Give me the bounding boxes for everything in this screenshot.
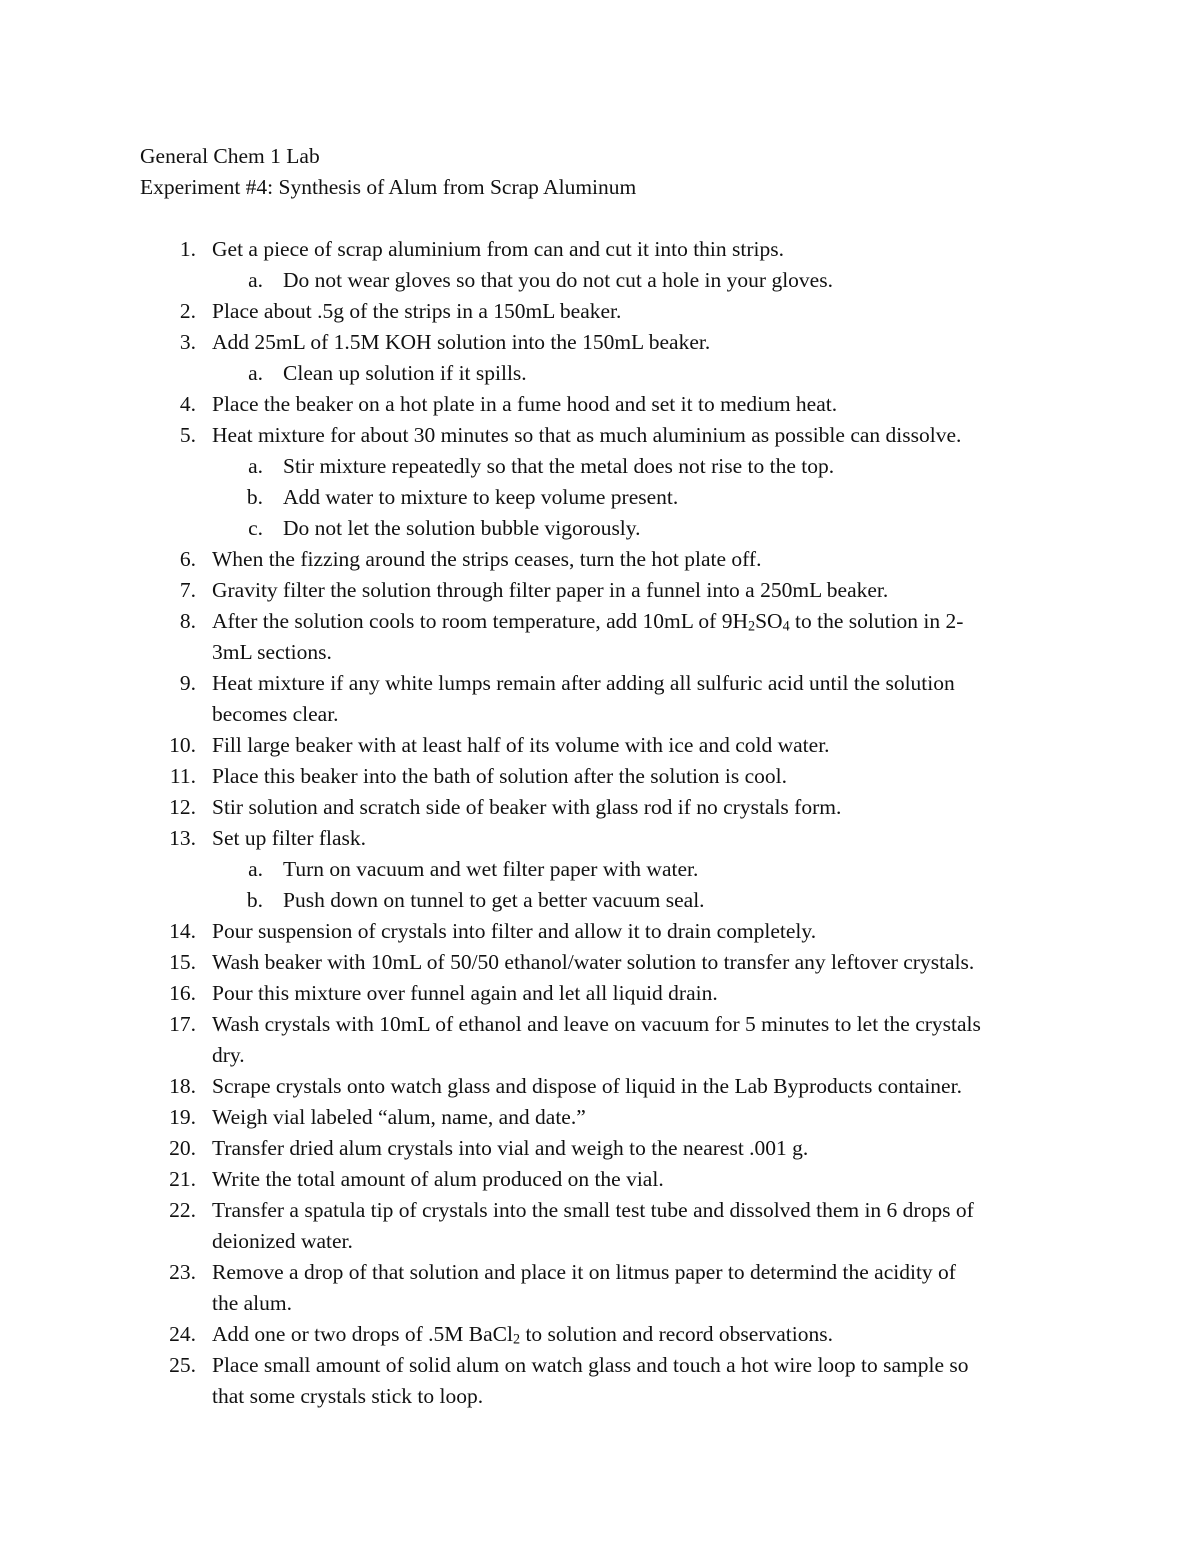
list-number: 22. bbox=[169, 1198, 196, 1222]
list-item bbox=[140, 823, 1060, 854]
list-item bbox=[140, 575, 1060, 606]
list-number: 21. bbox=[169, 1167, 196, 1191]
list-number: 14. bbox=[169, 919, 196, 943]
experiment-title: Experiment #4: Synthesis of Alum from Scrap Aluminum bbox=[140, 175, 637, 199]
list-text: Wash crystals with 10mL of ethanol and leave on vacuum for 5 minutes to let the crystals bbox=[212, 1012, 981, 1036]
list-number: 20. bbox=[169, 1136, 196, 1160]
list-number: b. bbox=[246, 888, 263, 912]
list-number: 1. bbox=[179, 237, 196, 261]
list-text: Turn on vacuum and wet filter paper with water. bbox=[283, 857, 699, 881]
list-number: 15. bbox=[169, 950, 196, 974]
list-text: Clean up solution if it spills. bbox=[283, 361, 527, 385]
list-item bbox=[140, 916, 1060, 947]
list-text: Wash beaker with 10mL of 50/50 ethanol/water solution to transfer any leftover crystals. bbox=[212, 950, 975, 974]
list-number: 25. bbox=[169, 1353, 196, 1377]
list-text: Pour suspension of crystals into filter and allow it to drain completely. bbox=[212, 919, 817, 943]
list-item bbox=[140, 761, 1060, 792]
list-number: 8. bbox=[179, 609, 196, 633]
list-item bbox=[140, 947, 1060, 978]
sub-step bbox=[140, 358, 1060, 389]
list-number: 5. bbox=[179, 423, 196, 447]
list-text: becomes clear. bbox=[212, 702, 339, 726]
list-number: 2. bbox=[179, 299, 196, 323]
list-number: a. bbox=[248, 454, 263, 478]
sub-step bbox=[140, 451, 1060, 482]
list-text: Set up filter flask. bbox=[212, 826, 367, 850]
list-item bbox=[140, 1319, 1060, 1350]
list-item bbox=[140, 730, 1060, 761]
list-text: Weigh vial labeled “alum, name, and date.” bbox=[212, 1105, 586, 1129]
list-text bbox=[212, 606, 963, 637]
list-text: dry. bbox=[212, 1043, 245, 1067]
list-text: Stir solution and scratch side of beaker with glass rod if no crystals form. bbox=[212, 795, 842, 819]
list-item bbox=[140, 1071, 1060, 1102]
list-number: 11. bbox=[169, 764, 196, 788]
course-title: General Chem 1 Lab bbox=[140, 144, 320, 168]
list-item-continuation bbox=[140, 1040, 1060, 1071]
list-item bbox=[140, 1257, 1060, 1288]
list-text: When the fizzing around the strips ceases, turn the hot plate off. bbox=[212, 547, 762, 571]
list-item-continuation bbox=[140, 1226, 1060, 1257]
list-item bbox=[140, 296, 1060, 327]
list-text: Stir mixture repeatedly so that the metal does not rise to the top. bbox=[283, 454, 835, 478]
list-item bbox=[140, 327, 1060, 358]
list-item bbox=[140, 978, 1060, 1009]
list-text: Write the total amount of alum produced on the vial. bbox=[212, 1167, 664, 1191]
list-item bbox=[140, 606, 1060, 637]
list-text: the alum. bbox=[212, 1291, 293, 1315]
list-item bbox=[140, 792, 1060, 823]
list-text: Transfer dried alum crystals into vial and weigh to the nearest .001 g. bbox=[212, 1136, 809, 1160]
list-number: 10. bbox=[169, 733, 196, 757]
list-text: Transfer a spatula tip of crystals into the small test tube and dissolved them in 6 drops of bbox=[212, 1198, 974, 1222]
list-item bbox=[140, 1133, 1060, 1164]
list-text: Scrape crystals onto watch glass and dispose of liquid in the Lab Byproducts container. bbox=[212, 1074, 962, 1098]
list-number: 18. bbox=[169, 1074, 196, 1098]
list-item bbox=[140, 1195, 1060, 1226]
list-text bbox=[212, 1319, 833, 1350]
list-item-continuation bbox=[140, 1381, 1060, 1412]
list-text: that some crystals stick to loop. bbox=[212, 1384, 484, 1408]
list-number: 19. bbox=[169, 1105, 196, 1129]
subscript: 2 bbox=[512, 1331, 521, 1348]
list-text: Remove a drop of that solution and place it on litmus paper to determind the acidity of bbox=[212, 1260, 956, 1284]
list-number: 13. bbox=[169, 826, 196, 850]
text-run: SO bbox=[755, 609, 783, 633]
list-text: Place about .5g of the strips in a 150mL beaker. bbox=[212, 299, 622, 323]
list-text: Gravity filter the solution through filter paper in a funnel into a 250mL beaker. bbox=[212, 578, 889, 602]
subscript: 4 bbox=[782, 618, 790, 635]
sub-step bbox=[140, 482, 1060, 513]
list-text: Fill large beaker with at least half of its volume with ice and cold water. bbox=[212, 733, 830, 757]
list-text: Pour this mixture over funnel again and let all liquid drain. bbox=[212, 981, 718, 1005]
list-number: c. bbox=[248, 516, 263, 540]
procedure-list bbox=[140, 234, 1060, 1412]
text-run: After the solution cools to room temperature, add 10mL of 9H bbox=[212, 609, 748, 633]
list-item bbox=[140, 420, 1060, 451]
list-item bbox=[140, 1164, 1060, 1195]
list-item bbox=[140, 234, 1060, 265]
list-number: 4. bbox=[179, 392, 196, 416]
list-text: Place small amount of solid alum on watch glass and touch a hot wire loop to sample so bbox=[212, 1353, 969, 1377]
list-text: Do not wear gloves so that you do not cut a hole in your gloves. bbox=[283, 268, 833, 292]
list-number: 7. bbox=[179, 578, 196, 602]
list-text: Heat mixture if any white lumps remain after adding all sulfuric acid until the solution bbox=[212, 671, 955, 695]
list-item bbox=[140, 668, 1060, 699]
list-number: 6. bbox=[179, 547, 196, 571]
list-text: Push down on tunnel to get a better vacuum seal. bbox=[283, 888, 705, 912]
list-number: 9. bbox=[179, 671, 196, 695]
list-text: Heat mixture for about 30 minutes so that as much aluminium as possible can dissolve. bbox=[212, 423, 962, 447]
list-number: 24. bbox=[169, 1322, 196, 1346]
sub-step bbox=[140, 885, 1060, 916]
list-text: 3mL sections. bbox=[212, 640, 332, 664]
sub-step bbox=[140, 513, 1060, 544]
list-item bbox=[140, 1102, 1060, 1133]
list-number: 23. bbox=[169, 1260, 196, 1284]
list-number: a. bbox=[248, 361, 263, 385]
list-number: 12. bbox=[169, 795, 196, 819]
subscript: 2 bbox=[747, 618, 756, 635]
list-item-continuation bbox=[140, 1288, 1060, 1319]
list-number: 16. bbox=[169, 981, 196, 1005]
list-item bbox=[140, 1350, 1060, 1381]
list-text: Add water to mixture to keep volume present. bbox=[283, 485, 679, 509]
document-header bbox=[140, 141, 1100, 203]
list-text: Get a piece of scrap aluminium from can and cut it into thin strips. bbox=[212, 237, 784, 261]
list-item bbox=[140, 389, 1060, 420]
list-item-continuation bbox=[140, 699, 1060, 730]
list-text: deionized water. bbox=[212, 1229, 353, 1253]
list-text: Add 25mL of 1.5M KOH solution into the 150mL beaker. bbox=[212, 330, 711, 354]
list-item-continuation bbox=[140, 637, 1060, 668]
list-text: Place this beaker into the bath of solution after the solution is cool. bbox=[212, 764, 787, 788]
list-number: b. bbox=[246, 485, 263, 509]
list-number: 3. bbox=[179, 330, 196, 354]
list-number: a. bbox=[248, 857, 263, 881]
list-text: Place the beaker on a hot plate in a fume hood and set it to medium heat. bbox=[212, 392, 838, 416]
text-run: to solution and record observations. bbox=[520, 1322, 833, 1346]
sub-step bbox=[140, 854, 1060, 885]
list-number: 17. bbox=[169, 1012, 196, 1036]
list-number: a. bbox=[248, 268, 263, 292]
sub-step bbox=[140, 265, 1060, 296]
list-item bbox=[140, 544, 1060, 575]
text-run: Add one or two drops of .5M BaCl bbox=[212, 1322, 513, 1346]
text-run: to the solution in 2- bbox=[789, 609, 964, 633]
list-item bbox=[140, 1009, 1060, 1040]
list-text: Do not let the solution bubble vigorously. bbox=[283, 516, 641, 540]
